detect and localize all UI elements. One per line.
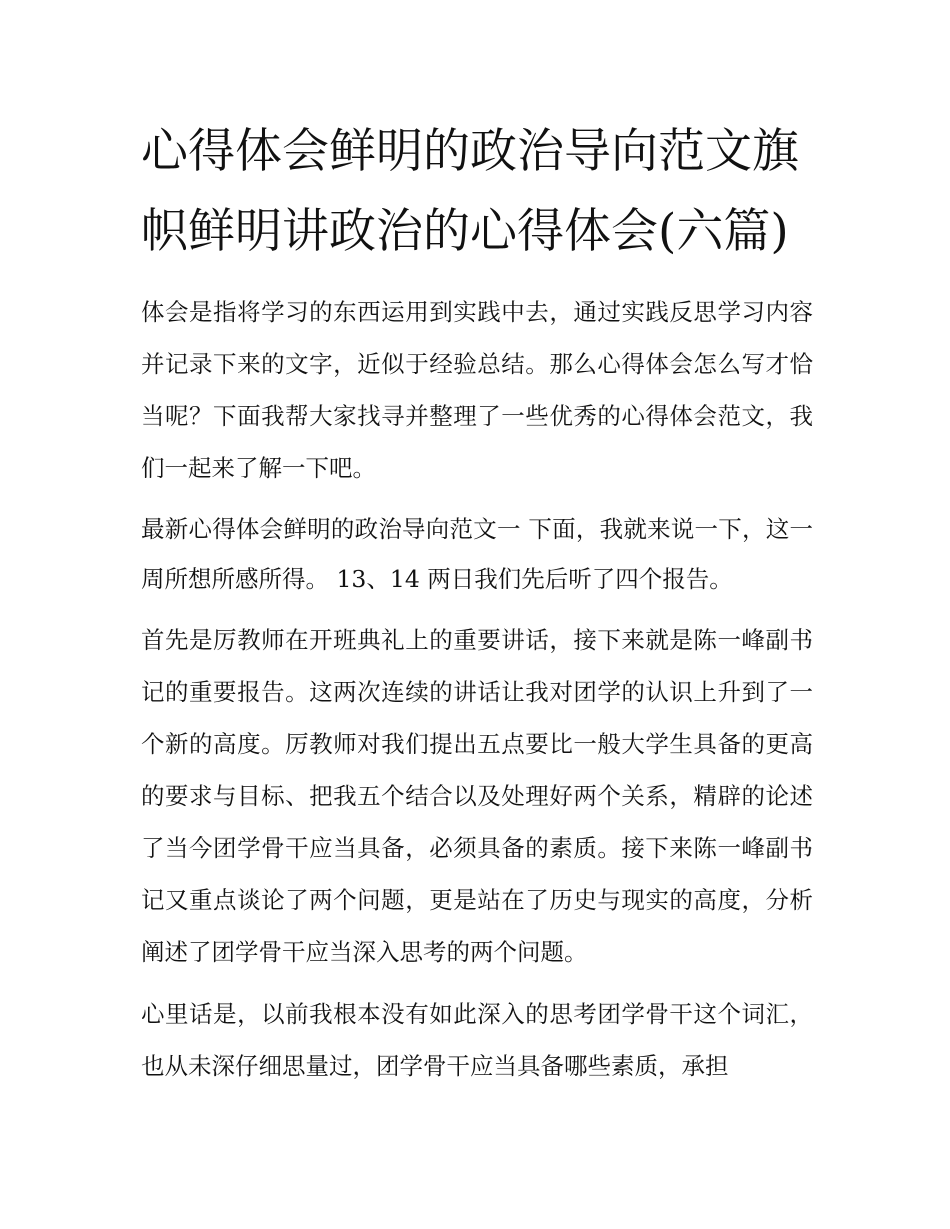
paragraph-intro: 体会是指将学习的东西运用到实践中去，通过实践反思学习内容并记录下来的文字，近似于经验总结。那么心得体会怎么写才恰当呢？下面我帮大家找寻并整理了一些优秀的心得体会范文，我们一起来了解一下吧。 [141, 298, 813, 482]
paragraph-opening: 最新心得体会鲜明的政治导向范文一 下面，我就来说一下，这一周所想所感所得。 13、14 两日我们先后听了四个报告。 [141, 515, 813, 593]
document-content [141, 112, 813, 1102]
document-body [141, 286, 813, 1092]
document-title: 心得体会鲜明的政治导向范文旗帜鲜明讲政治的心得体会(六篇) [141, 124, 799, 259]
paragraph-reports: 首先是厉教师在开班典礼上的重要讲话，接下来就是陈一峰副书记的重要报告。这两次连续的讲话让我对团学的认识上升到了一个新的高度。厉教师对我们提出五点要比一般大学生具备的更高的要求与目标、把我五个结合以及处理好两个关系，精辟的论述了当今团学骨干应当具备，必须具备的素质。接下来陈一峰副书记又重点谈论了两个问题，更是站在了历史与现实的高度，分析阐述了团学骨干应当深入思考的两个问题。 [141, 626, 813, 966]
paragraph-reflection: 心里话是，以前我根本没有如此深入的思考团学骨干这个词汇，也从未深仔细思量过，团学骨干应当具备哪些素质，承担 [141, 1000, 813, 1080]
